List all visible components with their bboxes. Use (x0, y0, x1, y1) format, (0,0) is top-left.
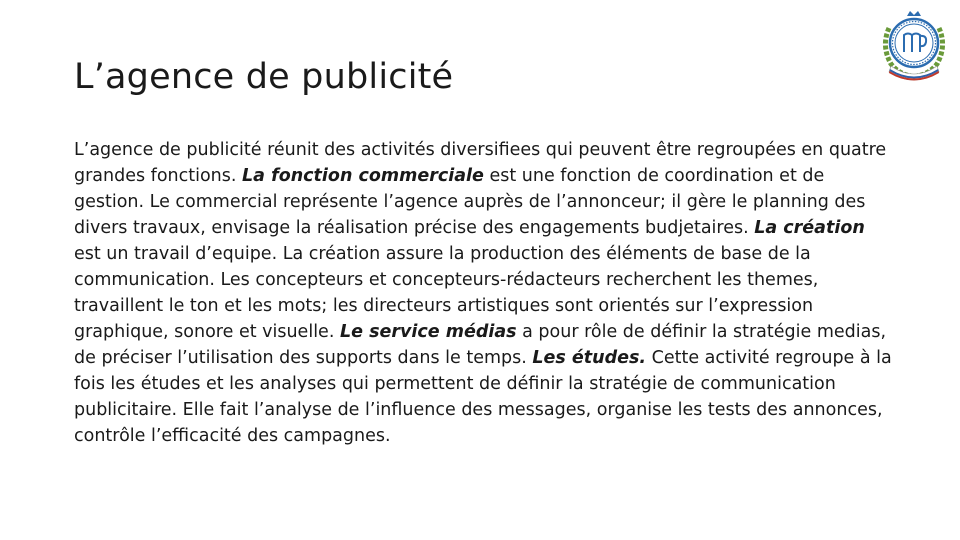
body-text-part: est une fonction de coordination et de gestion. Le commercial représente l’agence auprès de l’annonceur; il gère le planning des divers travaux, envisage la réalisation précise des engagements budjetaires. (74, 166, 866, 238)
emphasis-commercial: La fonction commerciale (242, 166, 484, 186)
body-text-part: a pour rôle de définir la stratégie medias, de préciser l’utilisation des supports dans le temps. (74, 322, 887, 368)
body-text-part: Cette activité regroupe à la fois les études et les analyses qui permettent de définir la stratégie de communication publicitaire. Elle fait l’analyse de l’influence des messages, organise les tests des annonces, contrôle l’efficacité des campagnes. (74, 348, 892, 446)
emphasis-studies: Les études. (532, 348, 647, 368)
university-emblem-icon (877, 6, 951, 84)
emphasis-media: Le service médias (339, 322, 517, 342)
body-text-part: est un travail d’equipe. La création assure la production des éléments de base de la communication. Les concepteurs et concepteurs-rédacteurs recherchent les themes, travaillent le ton et les mots; les directeurs artistiques sont orientés sur l’expression graphique, sonore et visuelle. (74, 244, 819, 342)
slide-title: L’agence de publicité (74, 57, 454, 97)
body-text-part: L’agence de publicité réunit des activités diversifiees qui peuvent être regroupées en quatre grandes fonctions. (74, 140, 887, 186)
slide-body-text (74, 137, 892, 449)
emphasis-creation: La création (754, 218, 865, 238)
